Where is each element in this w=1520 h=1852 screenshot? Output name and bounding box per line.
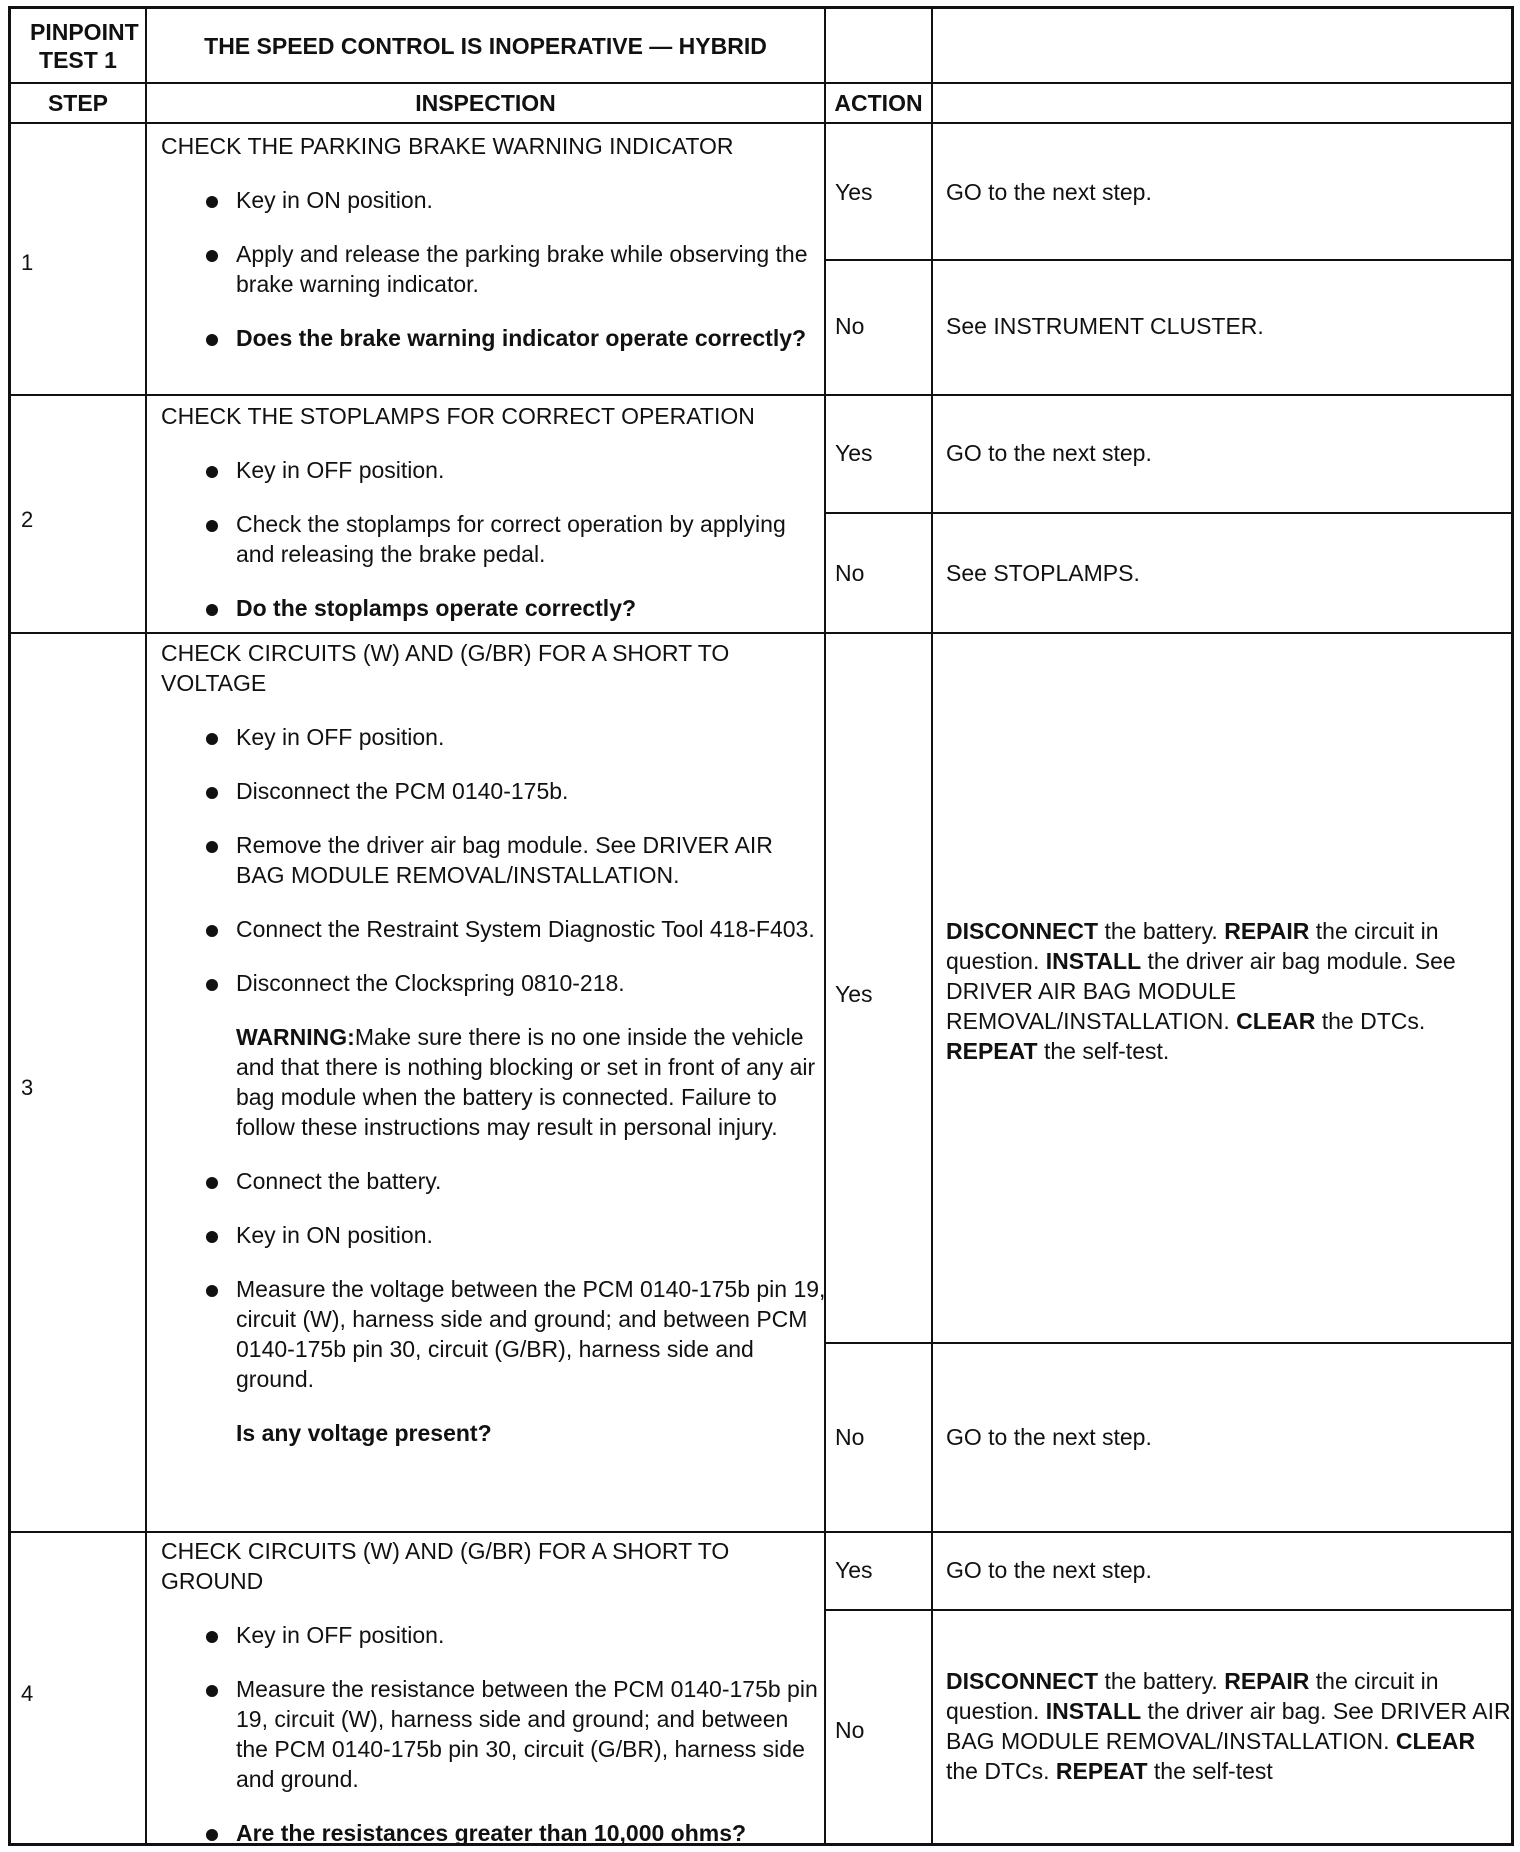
step-4-inspection xyxy=(161,1536,826,1848)
answer-no: No xyxy=(835,560,865,586)
row-divider xyxy=(824,259,1511,261)
list-item: Disconnect the Clockspring 0810-218. xyxy=(161,968,826,998)
column-header-step: STEP xyxy=(47,89,109,116)
step-number: 1 xyxy=(21,250,34,275)
bullet-icon xyxy=(206,1231,218,1243)
bullet-icon xyxy=(206,925,218,937)
bullet-icon xyxy=(206,1177,218,1189)
list-item: Do the stoplamps operate correctly? xyxy=(161,593,826,623)
bullet-icon xyxy=(206,466,218,478)
step-number: 3 xyxy=(21,1075,34,1100)
step-question: Is any voltage present? xyxy=(236,1420,492,1446)
row-divider xyxy=(824,1609,1511,1611)
row-divider xyxy=(824,512,1511,514)
action-no: GO to the next step. xyxy=(946,1424,1152,1450)
column-divider xyxy=(931,9,933,1843)
row-divider xyxy=(11,1531,1511,1533)
bullet-icon xyxy=(206,787,218,799)
row-divider xyxy=(11,632,1511,634)
action-yes: GO to the next step. xyxy=(946,440,1152,466)
bullet-icon xyxy=(206,334,218,346)
row-divider xyxy=(11,122,1511,124)
row-divider xyxy=(824,1342,1511,1344)
bullet-icon xyxy=(206,520,218,532)
list-item: Measure the voltage between the PCM 0140-175b pin 19, circuit (W), harness side and ground; and between PCM 0140-175b pin 30, circuit (G/BR), harness side and ground. xyxy=(161,1274,826,1394)
action-yes: DISCONNECT the battery. REPAIR the circuit in question. INSTALL the driver air bag module. See DRIVER AIR BAG MODULE REMOVAL/INSTALLATION. CLEAR the DTCs. REPEAT the self-test. xyxy=(946,918,1456,1064)
row-divider xyxy=(11,394,1511,396)
action-no: See INSTRUMENT CLUSTER. xyxy=(946,313,1264,339)
step-title: CHECK THE STOPLAMPS FOR CORRECT OPERATION xyxy=(161,403,755,429)
list-item: Key in OFF position. xyxy=(161,722,826,752)
answer-no: No xyxy=(835,1424,865,1450)
bullet-icon xyxy=(206,1685,218,1697)
test-label: PINPOINT TEST 1 xyxy=(30,18,139,73)
bullet-icon xyxy=(206,196,218,208)
step-title: CHECK CIRCUITS (W) AND (G/BR) FOR A SHORT TO GROUND xyxy=(161,1538,730,1594)
pinpoint-test-table xyxy=(8,6,1514,1846)
bullet-icon xyxy=(206,733,218,745)
answer-yes: Yes xyxy=(835,1557,873,1583)
bullet-icon xyxy=(206,1285,218,1297)
answer-no: No xyxy=(835,313,865,339)
list-item: Disconnect the PCM 0140-175b. xyxy=(161,776,826,806)
answer-yes: Yes xyxy=(835,981,873,1007)
list-item: Are the resistances greater than 10,000 ohms? xyxy=(161,1818,826,1848)
step-3-inspection xyxy=(161,638,826,1448)
list-item: Connect the battery. xyxy=(161,1166,826,1196)
step-number: 2 xyxy=(21,507,34,532)
action-no: See STOPLAMPS. xyxy=(946,560,1140,586)
list-item: Check the stoplamps for correct operation by applying and releasing the brake pedal. xyxy=(161,509,826,569)
list-item: Key in OFF position. xyxy=(161,455,826,485)
step-title: CHECK CIRCUITS (W) AND (G/BR) FOR A SHORT TO VOLTAGE xyxy=(161,640,730,696)
column-header-inspection: INSPECTION xyxy=(415,89,556,116)
bullet-icon xyxy=(206,1631,218,1643)
bullet-icon xyxy=(206,604,218,616)
list-item: Does the brake warning indicator operate correctly? xyxy=(161,323,826,353)
action-no: DISCONNECT the battery. REPAIR the circuit in question. INSTALL the driver air bag. See DRIVER AIR BAG MODULE REMOVAL/INSTALLATION. CLEAR the DTCs. REPEAT the self-test xyxy=(946,1668,1511,1784)
list-item: Measure the resistance between the PCM 0140-175b pin 19, circuit (W), harness side and ground; and between the PCM 0140-175b pin 30, circuit (G/BR), harness side and ground. xyxy=(161,1674,826,1794)
step-number: 4 xyxy=(21,1681,34,1706)
answer-yes: Yes xyxy=(835,179,873,205)
list-item: Connect the Restraint System Diagnostic Tool 418-F403. xyxy=(161,914,826,944)
column-header-action: ACTION xyxy=(834,89,923,116)
list-item: Key in OFF position. xyxy=(161,1620,826,1650)
step-title: CHECK THE PARKING BRAKE WARNING INDICATOR xyxy=(161,133,734,159)
action-yes: GO to the next step. xyxy=(946,179,1152,205)
step-1-inspection xyxy=(161,131,826,353)
action-yes: GO to the next step. xyxy=(946,1557,1152,1583)
page-title: THE SPEED CONTROL IS INOPERATIVE — HYBRID xyxy=(204,32,767,59)
warning-note: WARNING:Make sure there is no one inside the vehicle and that there is nothing blocking or set in front of any air bag module when the battery is connected. Failure to follow these instructions may result in personal injury. xyxy=(236,1024,816,1140)
answer-yes: Yes xyxy=(835,440,873,466)
bullet-icon xyxy=(206,841,218,853)
list-item: Remove the driver air bag module. See DRIVER AIR BAG MODULE REMOVAL/INSTALLATION. xyxy=(161,830,826,890)
step-2-inspection xyxy=(161,401,826,623)
list-item: Key in ON position. xyxy=(161,1220,826,1250)
answer-no: No xyxy=(835,1717,865,1743)
bullet-icon xyxy=(206,979,218,991)
list-item: Key in ON position. xyxy=(161,185,826,215)
bullet-icon xyxy=(206,250,218,262)
bullet-icon xyxy=(206,1829,218,1841)
list-item: Apply and release the parking brake while observing the brake warning indicator. xyxy=(161,239,826,299)
column-divider xyxy=(145,9,147,1843)
